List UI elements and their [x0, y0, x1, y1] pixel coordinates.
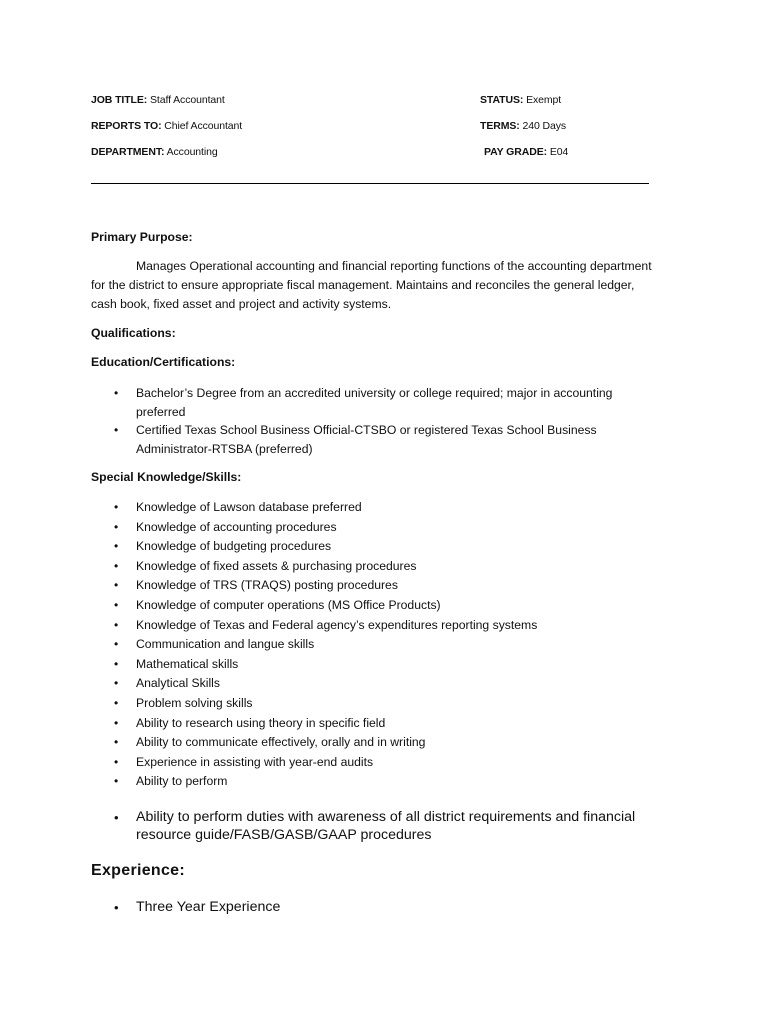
skills-list [91, 498, 651, 792]
experience-heading: Experience: [91, 862, 186, 879]
terms-field [480, 120, 566, 132]
status-label: STATUS: [480, 94, 524, 106]
list-item: • Ability to research using theory in specific field [91, 714, 651, 734]
list-item: • Experience in assisting with year-end audits [91, 753, 651, 773]
job-title-field [91, 94, 225, 106]
reports-to-label: REPORTS TO: [91, 120, 162, 132]
list-item: • Knowledge of fixed assets & purchasing procedures [91, 557, 651, 577]
job-title-value: Staff Accountant [150, 94, 225, 106]
terms-label: TERMS: [480, 120, 520, 132]
department-field [91, 146, 218, 158]
primary-purpose-body: Manages Operational accounting and financial reporting functions of the accounting department for the district to ensure appropriate fiscal management. Maintains and reconciles the general ledger, cash book, fixed asset and project and activity systems. [91, 259, 652, 311]
education-heading: Education/Certifications: [91, 355, 236, 369]
pay-grade-value: E04 [549, 146, 569, 158]
header-divider [91, 183, 649, 184]
list-item: • Ability to perform [91, 772, 651, 792]
pay-grade-field [484, 146, 568, 158]
pay-grade-label: PAY GRADE: [484, 146, 547, 158]
terms-value: 240 Days [522, 120, 567, 132]
experience-list [91, 899, 651, 917]
status-field [480, 94, 561, 106]
list-item: • Analytical Skills [91, 674, 651, 694]
list-item: • Communication and langue skills [91, 635, 651, 655]
list-item: • Problem solving skills [91, 694, 651, 714]
status-value: Exempt [526, 94, 562, 106]
list-item: • Knowledge of computer operations (MS Office Products) [91, 596, 651, 616]
list-item: • Three Year Experience [91, 899, 651, 917]
list-item: • Knowledge of Texas and Federal agency’s expenditures reporting systems [91, 616, 651, 636]
reports-to-field [91, 120, 242, 132]
job-title-label: JOB TITLE: [91, 94, 148, 106]
department-value: Accounting [166, 146, 218, 158]
list-item: • Certified Texas School Business Official-CTSBO or registered Texas School Business Administrator-RTSBA (preferred) [91, 421, 651, 458]
list-item: • Ability to communicate effectively, orally and in writing [91, 733, 651, 753]
qualifications-heading: Qualifications: [91, 326, 176, 340]
extra-skills-list [91, 809, 651, 844]
education-list [91, 384, 651, 458]
list-item: • Knowledge of Lawson database preferred [91, 498, 651, 518]
skills-heading: Special Knowledge/Skills: [91, 470, 242, 484]
department-label: DEPARTMENT: [91, 146, 165, 158]
primary-purpose-text [91, 257, 661, 314]
reports-to-value: Chief Accountant [164, 120, 243, 132]
list-item: • Mathematical skills [91, 655, 651, 675]
list-item: • Knowledge of TRS (TRAQS) posting procedures [91, 576, 651, 596]
primary-purpose-heading: Primary Purpose: [91, 230, 193, 244]
list-item: • Ability to perform duties with awareness of all district requirements and financial resource guide/FASB/GASB/GAAP procedures [91, 809, 651, 844]
list-item: • Knowledge of accounting procedures [91, 518, 651, 538]
list-item: • Knowledge of budgeting procedures [91, 537, 651, 557]
list-item: • Bachelor’s Degree from an accredited university or college required; major in accounting preferred [91, 384, 651, 421]
